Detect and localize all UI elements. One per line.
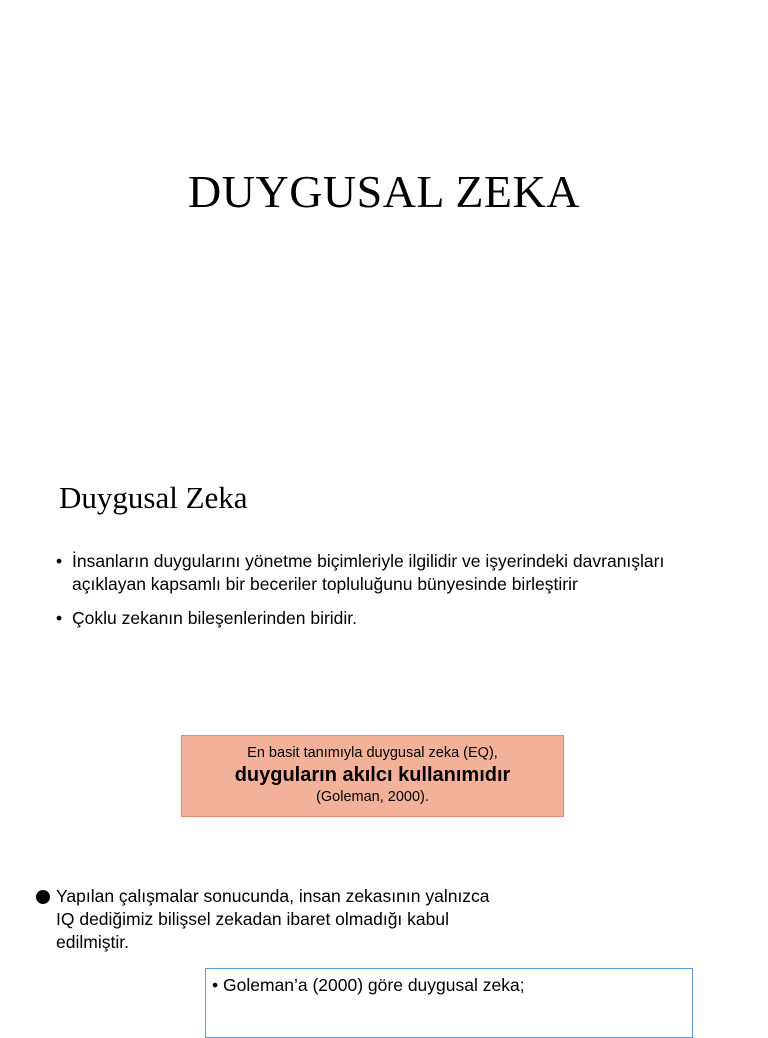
section-title: Duygusal Zeka [59,480,248,515]
finding-text: Yapılan çalışmalar sonucunda, insan zekasının yalnızca IQ dediğimiz bilişsel zekadan ibaret olmadığı kabul edilmiştir. [56,886,490,952]
bullet-text: Çoklu zekanın bileşenlerinden biridir. [72,608,358,628]
bullet-marker: • [56,551,63,571]
definition-main: duyguların akılcı kullanımıdır [234,764,511,786]
bullet-list [56,550,716,641]
bullet-item [56,550,716,596]
goleman-text-box [205,968,693,1038]
bullet-text: İnsanların duygularını yönetme biçimleriyle ilgilidir ve işyerindeki davranışları açıklayan kapsamlı bir beceriler topluluğunu bünyesinde birleştirir [72,551,665,594]
definition-intro: En basit tanımıyla duygusal zeka (EQ), [247,745,498,761]
bullet-item [56,607,716,630]
goleman-text: • Goleman’a (2000) göre duygusal zeka; [212,975,525,995]
bullet-dot-icon [36,890,50,904]
finding-paragraph [36,885,496,954]
slide-title: DUYGUSAL ZEKA [188,166,580,217]
definition-box [181,735,564,817]
bullet-marker: • [56,608,63,628]
definition-citation: (Goleman, 2000). [316,789,429,805]
